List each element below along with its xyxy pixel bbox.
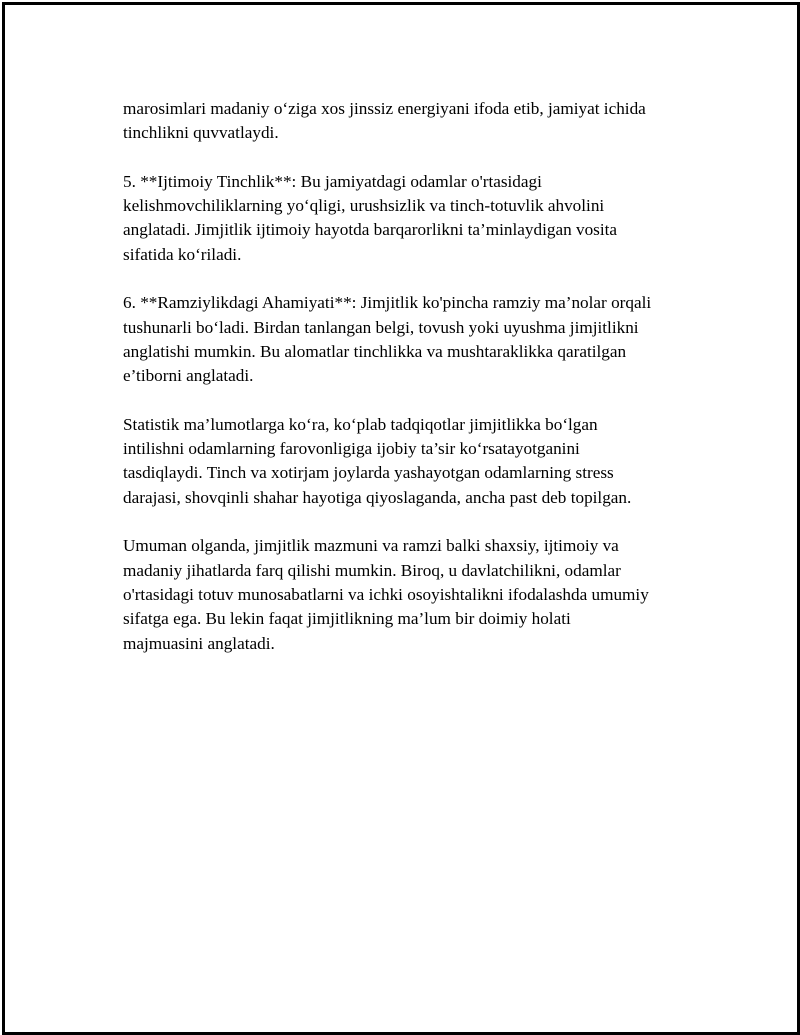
document-body (123, 97, 693, 680)
paragraph-statistics: Statistik ma’lumotlarga ko‘ra, ko‘plab tadqiqotlar jimjitlikka bo‘lgan intilishni odamlarning farovonligiga ijobiy ta’sir ko‘rsatayotganini tasdiqlaydi. Tinch va xotirjam joylarda yashayotgan odamlarning stress darajasi, shovqinli shahar hayotiga qiyoslaganda, ancha past deb topilgan. (123, 414, 632, 507)
paragraph-social-peace: 5. **Ijtimoiy Tinchlik**: Bu jamiyatdagi odamlar o'rtasidagi kelishmovchiliklarning yo‘qligi, urushsizlik va tinch-totuvlik ahvolini anglatadi. Jimjitlik ijtimoiy hayotda barqarorlikni ta’minlaydigan vosita sifatida ko‘riladi. (123, 171, 618, 264)
document-page (2, 2, 800, 1035)
paragraph-symbolic-meaning: 6. **Ramziylikdagi Ahamiyati**: Jimjitlik ko'pincha ramziy ma’nolar orqali tushunarli bo‘ladi. Birdan tanlangan belgi, tovush yoki uyushma jimjitlikni anglatishi mumkin. Bu alomatlar tinchlikka va mushtaraklikka qaratilgan e’tiborni anglatadi. (123, 293, 652, 386)
paragraph-conclusion: Umuman olganda, jimjitlik mazmuni va ramzi balki shaxsiy, ijtimoiy va madaniy jihatlarda farq qilishi mumkin. Biroq, u davlatchilikni, odamlar o'rtasidagi totuv munosabatlarni va ichki osoyishtalikni ifodalashda umumiy sifatga ega. Bu lekin faqat jimjitlikning ma’lum bir doimiy holati majmuasini anglatadi. (123, 536, 649, 653)
paragraph-continuation: marosimlari madaniy o‘ziga xos jinssiz energiyani ifoda etib, jamiyat ichida tinchlikni quvvatlaydi. (123, 99, 646, 143)
